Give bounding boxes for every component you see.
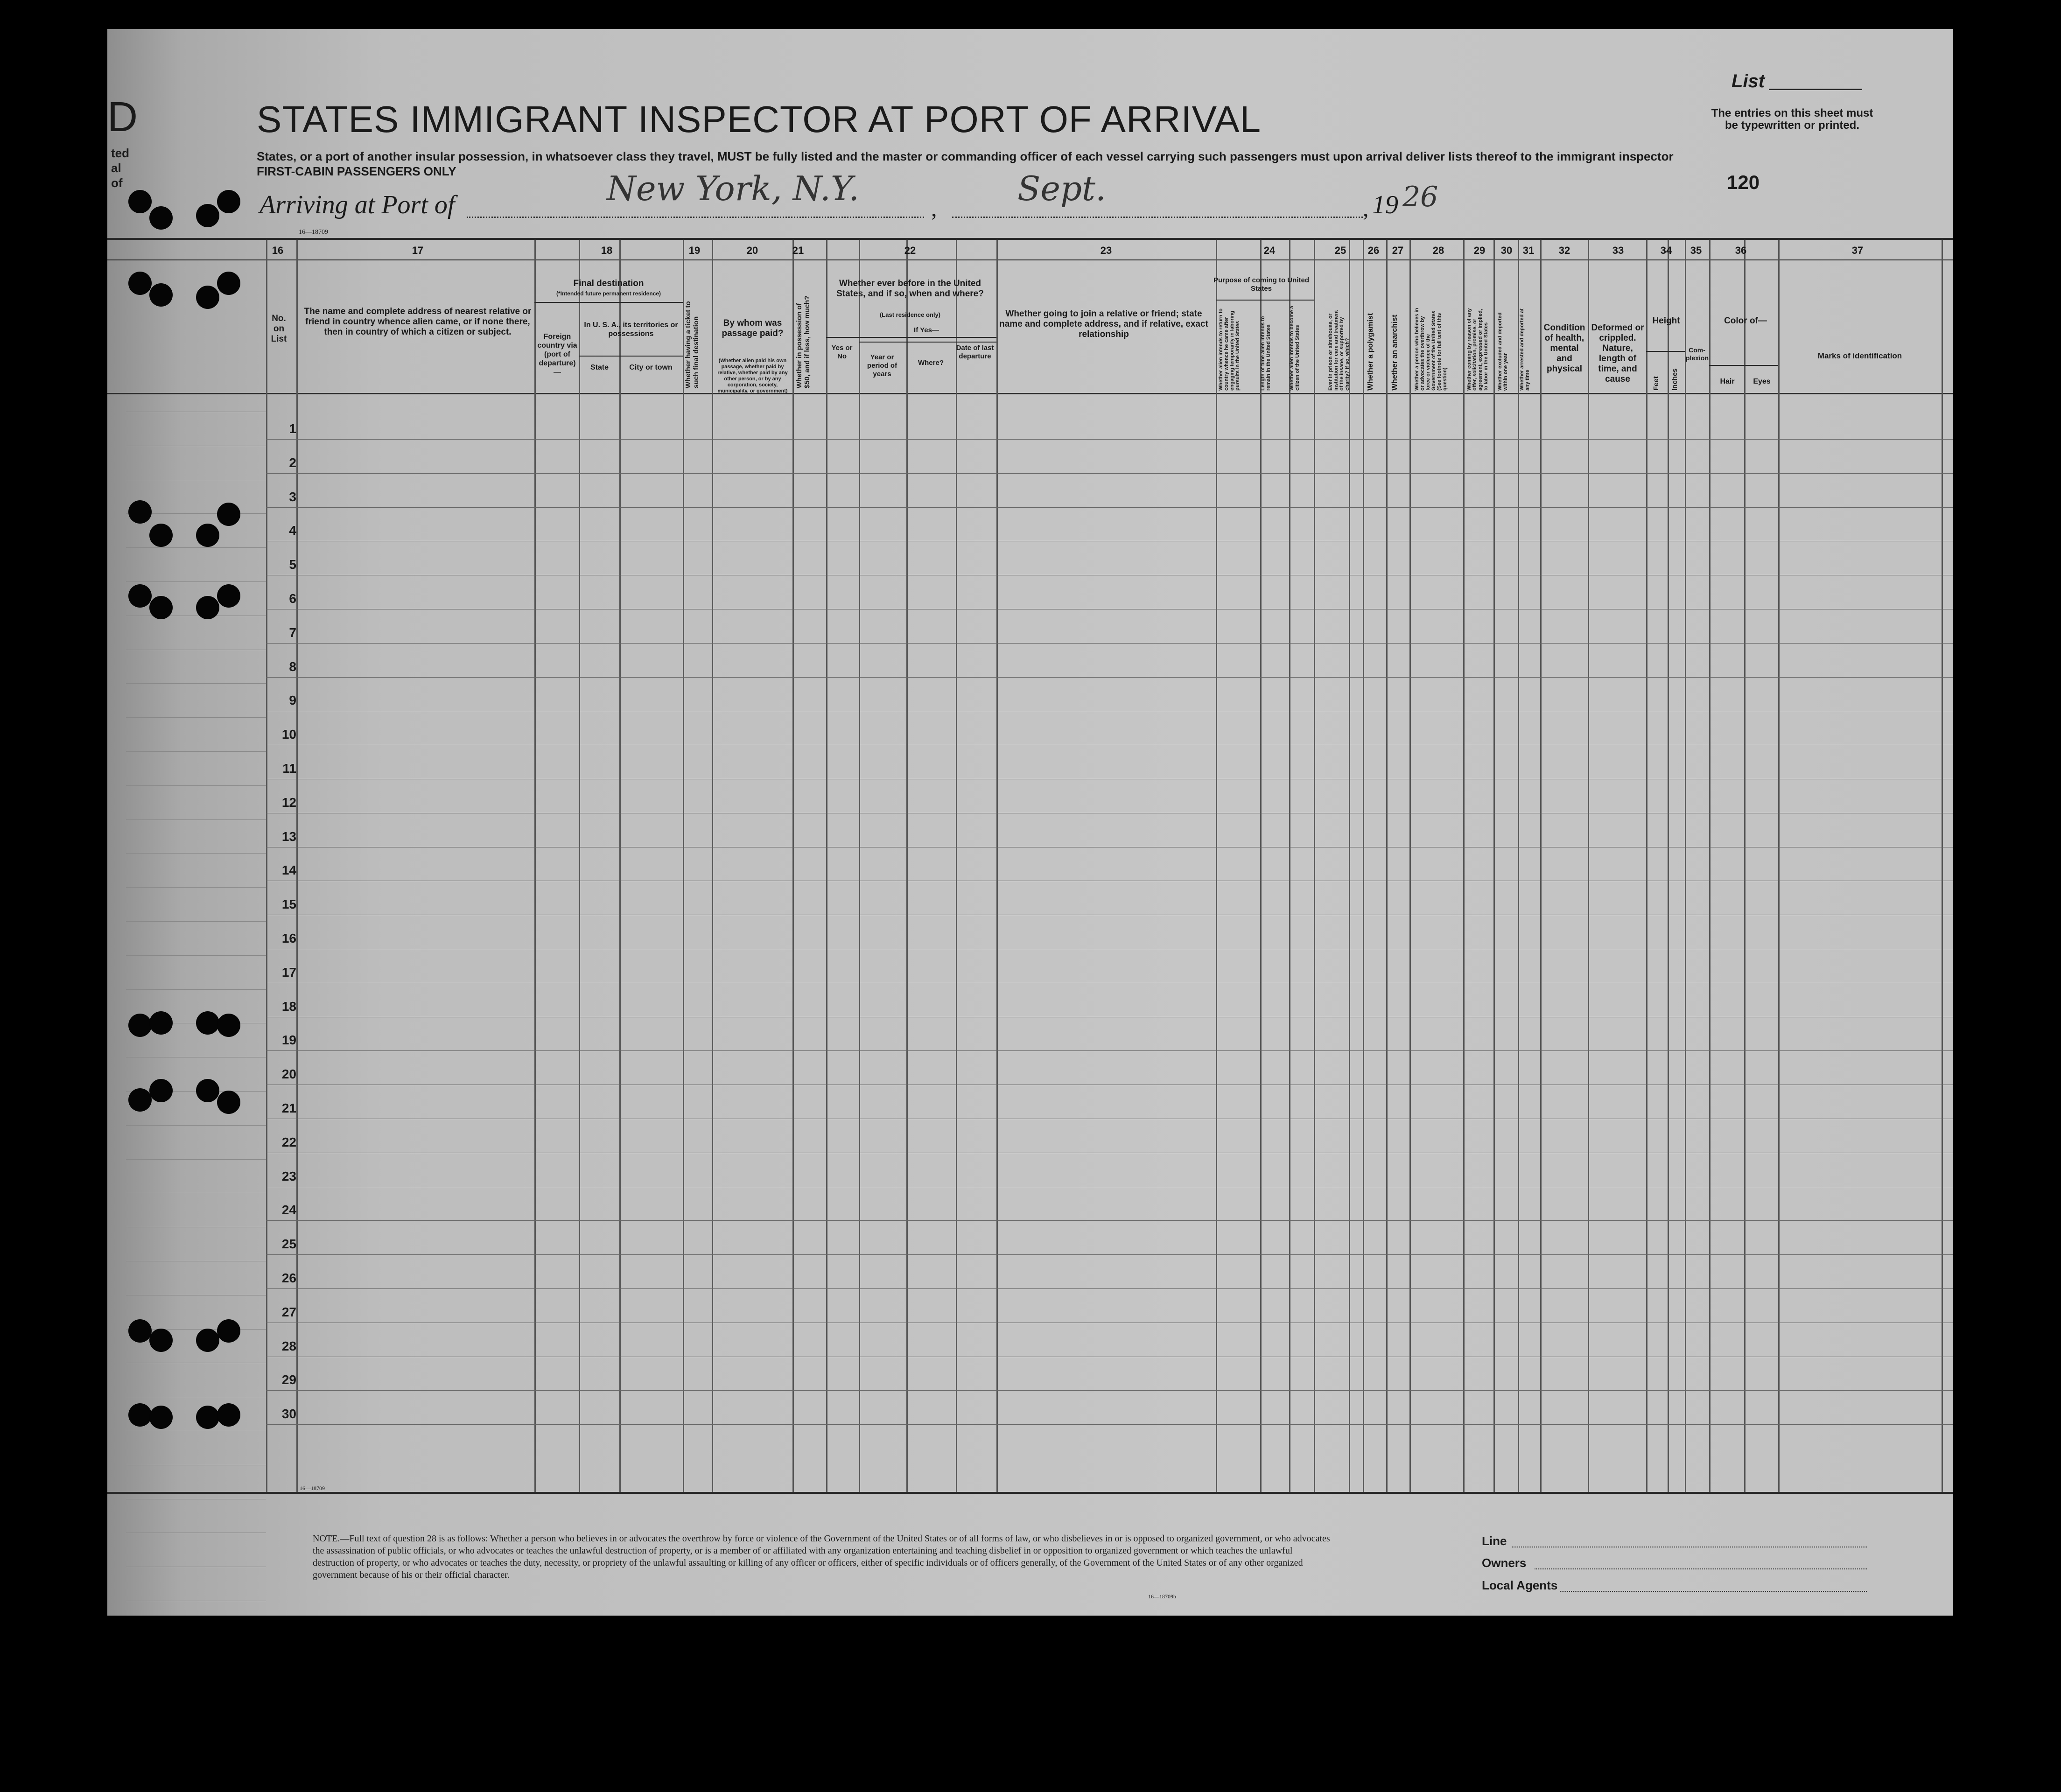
header-purpose-return: Whether alien intends to return to country whence he came after engaging temporarily in laboring pursuits in the United States [1218, 308, 1241, 391]
row-number: 23 [281, 1169, 296, 1183]
colno-36: 36 [1735, 245, 1747, 256]
header-anarchist: Whether an anarchist [1391, 315, 1399, 391]
local-agents-label: Local Agents [1482, 1578, 1558, 1592]
row-number: 3 [289, 489, 296, 504]
header-yes-or-no: Yes or No [831, 344, 853, 360]
header-purpose-citizen: Whether alien intends to become a citizen of the United States [1289, 306, 1300, 391]
punch-hole [149, 596, 173, 619]
column-line [906, 240, 908, 1492]
punch-hole [217, 1319, 240, 1343]
punch-hole [128, 584, 152, 608]
punch-hole [128, 1403, 152, 1427]
column-line [1668, 240, 1669, 1492]
header-overthrow: Whether a person who believes in or advocates the overthrow by force or violence of the Government of the United States (See footnote for full text of this question) [1414, 308, 1448, 391]
column-line [1463, 240, 1465, 1492]
header-color-of: Color of— [1724, 316, 1767, 326]
colno-34: 34 [1660, 245, 1672, 256]
edge-letter: D [107, 94, 138, 140]
colno-rule [107, 259, 1953, 260]
margin-rule [126, 683, 266, 684]
edge-text-3: of [111, 176, 123, 190]
row-number: 2 [289, 455, 296, 470]
colno-28: 28 [1432, 245, 1444, 256]
punch-hole [217, 1091, 240, 1114]
column-line [1942, 240, 1943, 1492]
row-number: 21 [281, 1101, 296, 1115]
header-complexion: Com-plexion [1686, 346, 1709, 362]
row-number: 9 [289, 693, 296, 708]
column-line [1216, 240, 1217, 1492]
punch-hole [128, 1088, 152, 1112]
punch-hole [149, 1406, 173, 1429]
header-purpose: Purpose of coming to United States [1213, 276, 1309, 293]
header-date-last-departure: Date of last departure [956, 344, 994, 360]
manifest-sheet [107, 29, 1953, 1616]
punch-hole [217, 584, 240, 608]
colno-32: 32 [1558, 245, 1570, 256]
column-line [534, 240, 536, 1492]
column-line [1744, 240, 1746, 1492]
row-number: 26 [281, 1271, 296, 1285]
row-number: 20 [281, 1067, 296, 1082]
table-row [266, 1390, 1953, 1391]
header-purpose-length: Length of time alien intends to remain in the United States [1260, 316, 1271, 391]
header-where: Where? [918, 359, 944, 367]
punch-hole [128, 1014, 152, 1037]
table-row [266, 1254, 1953, 1255]
header-foreign-country: Foreign country via (port of departure)— [537, 333, 577, 376]
table-row [266, 1220, 1953, 1221]
column-line [1409, 240, 1411, 1492]
table-row [266, 1050, 1953, 1051]
line-label: Line [1482, 1534, 1507, 1548]
month-handwritten: Sept. [1017, 169, 1106, 208]
header-prison: Ever in prison or almshouse, or institution for care and treatment of the insane, or supported by charity? If so, which? [1328, 310, 1350, 391]
punch-hole [217, 1014, 240, 1037]
row-number: 5 [289, 557, 296, 572]
local-agents-field [1560, 1591, 1867, 1592]
column-line [826, 240, 827, 1492]
colno-25: 25 [1334, 245, 1346, 256]
colno-37: 37 [1851, 245, 1864, 256]
margin-rule [126, 785, 266, 786]
row-number: 29 [281, 1372, 296, 1387]
colno-23: 23 [1100, 245, 1112, 256]
header-height: Height [1652, 316, 1680, 326]
header-eyes: Eyes [1753, 378, 1771, 385]
header-if-yes: If Yes— [914, 326, 939, 334]
header-sub-rule [826, 337, 996, 338]
colno-31: 31 [1522, 245, 1535, 256]
column-line [1588, 240, 1589, 1492]
punch-hole [149, 1011, 173, 1035]
column-line [956, 240, 957, 1492]
header-feet: Feet [1652, 376, 1660, 391]
row-number: 27 [281, 1304, 296, 1319]
column-line [1518, 240, 1519, 1492]
margin-rule [126, 547, 266, 548]
margin-rule [126, 1125, 266, 1126]
port-line [467, 217, 924, 218]
table-row [266, 507, 1953, 508]
column-line [1386, 240, 1388, 1492]
punch-hole [149, 1079, 173, 1102]
colno-21: 21 [792, 245, 804, 256]
column-line [1314, 240, 1315, 1492]
footnote-text: Full text of question 28 is as follows: Whether a person who believes in or advocates the overthrow by force or violence of the Government of the United States or of all forms of law, or who disbelieves in or is opposed to organized government, or who advocates the assassination of public officials, or who advocates or teaches the unlawful destruction of property, or is a member of or affiliated with any organization entertaining and teaching disbelief in or opposition to organized government or which teaches the unlawful destruction of property, or who advocates or teaches the duty, necessity, or propriety of the unlawful assaulting or killing of any officer or officers, either of specific individuals or of officers generally, of the Government of the United States or of any other organized government because of his or their official character. [313, 1533, 1330, 1580]
colno-24: 24 [1263, 245, 1276, 256]
column-line [1260, 240, 1262, 1492]
column-line [296, 240, 298, 1492]
header-polygamist: Whether a polygamist [1367, 313, 1374, 391]
row-number: 16 [281, 931, 296, 945]
header-sub-rule [859, 342, 996, 343]
punch-hole [196, 1079, 219, 1102]
footnote [313, 1533, 1330, 1581]
header-passage-paid: By whom was passage paid? [722, 318, 784, 338]
punch-hole [196, 1406, 219, 1429]
colno-26: 26 [1367, 245, 1380, 256]
form-title: STATES IMMIGRANT INSPECTOR AT PORT OF ARRIVAL [257, 98, 1262, 140]
row-number: 19 [281, 1033, 296, 1048]
column-line [683, 240, 684, 1492]
header-arrested: Whether arrested and deported at any time [1519, 308, 1530, 391]
header-ever-before: Whether ever before in the United States, and if so, when and where? [836, 279, 984, 299]
margin-rule [126, 717, 266, 718]
punch-hole [217, 272, 240, 295]
column-line [1493, 240, 1495, 1492]
colno-22: 22 [904, 245, 916, 256]
header-state: State [590, 364, 609, 371]
header-bottom-rule [107, 393, 1953, 394]
margin-rule [126, 751, 266, 752]
margin-rule [126, 955, 266, 956]
punch-hole [196, 596, 219, 619]
comma: , [931, 195, 937, 221]
row-number: 7 [289, 625, 296, 640]
punch-hole [128, 1319, 152, 1343]
sheet-number: 120 [1727, 171, 1760, 193]
first-cabin-label: FIRST-CABIN PASSENGERS ONLY [257, 164, 456, 178]
table-row [266, 677, 1953, 678]
owners-field [1535, 1568, 1867, 1569]
year-handwritten: 26 [1402, 181, 1438, 213]
colno-17: 17 [412, 245, 424, 256]
punch-hole [149, 1329, 173, 1352]
colno-16: 16 [272, 245, 284, 256]
punch-hole [196, 286, 219, 309]
table-row [266, 1424, 1953, 1425]
column-line [266, 240, 267, 1492]
row-number: 14 [281, 863, 296, 878]
entries-note: The entries on this sheet must be typewritten or printed. [1711, 107, 1873, 132]
margin-rule [126, 853, 266, 854]
row-number: 12 [281, 795, 296, 810]
date-line [952, 217, 1363, 218]
header-ticket: Whether having a ticket to such final destination [684, 301, 700, 388]
footnote-form-number: 16—18709b [1148, 1593, 1176, 1600]
form-number: 16—18709 [299, 229, 328, 236]
colno-35: 35 [1690, 245, 1702, 256]
header-hair: Hair [1720, 378, 1735, 385]
row-number: 15 [281, 897, 296, 912]
header-fifty-dollars: Whether in possession of $50, and if less, how much? [795, 295, 811, 388]
punch-hole [128, 500, 152, 524]
punch-hole [149, 206, 173, 230]
edge-text-1: ted [111, 146, 129, 160]
punch-hole [217, 503, 240, 526]
colno-20: 20 [746, 245, 758, 256]
header-final-destination: Final destination [573, 279, 644, 288]
column-line [792, 240, 794, 1492]
colno-27: 27 [1392, 245, 1404, 256]
colno-18: 18 [601, 245, 613, 256]
header-sub-rule [579, 356, 683, 357]
header-passage-paid-sub: (Whether alien paid his own passage, whether paid by relative, whether paid by any other person, or by any corporation, society, municipality, or government) [717, 358, 788, 394]
header-city: City or town [629, 364, 673, 371]
arriving-label: Arriving at Port of [259, 190, 455, 219]
header-no-on-list: No. on List [271, 314, 287, 344]
punch-hole [196, 1011, 219, 1035]
form-subtitle: States, or a port of another insular possession, in whatsoever class they travel, MUST be fully listed and the master or commanding officer of each vessel carrying such passengers must upon arrival deliver lists thereof to the immigrant inspector [257, 149, 1674, 163]
column-line [619, 240, 621, 1492]
column-line [1646, 240, 1647, 1492]
punch-hole [217, 1403, 240, 1427]
colno-33: 33 [1612, 245, 1624, 256]
footnote-label: NOTE.— [313, 1533, 350, 1544]
header-last-residence: (Last residence only) [879, 311, 941, 318]
table-row [266, 1288, 1953, 1289]
row-number: 18 [281, 999, 296, 1014]
column-line [1363, 240, 1364, 1492]
header-year-period: Year or period of years [867, 353, 897, 378]
margin-rule [126, 921, 266, 922]
punch-hole [149, 524, 173, 547]
punch-hole [217, 190, 240, 213]
column-line [579, 240, 580, 1492]
column-line [1540, 240, 1542, 1492]
margin-rule [126, 887, 266, 888]
row-number: 13 [281, 829, 296, 844]
list-line [1769, 89, 1862, 90]
header-deformed: Deformed or crippled. Nature, length of time, and cause [1591, 323, 1644, 384]
row-number: 30 [281, 1407, 296, 1421]
table-top-rule [107, 238, 1953, 240]
column-line [859, 240, 860, 1492]
margin-rule [126, 581, 266, 582]
colno-30: 30 [1500, 245, 1513, 256]
row-number: 10 [281, 727, 296, 742]
punch-hole [149, 283, 173, 307]
punch-hole [128, 272, 152, 295]
table-bottom-rule [107, 1492, 1953, 1494]
header-inches: Inches [1671, 368, 1679, 391]
punch-hole [196, 204, 219, 227]
list-label: List [1732, 71, 1765, 91]
row-number: 1 [289, 421, 296, 436]
port-handwritten: New York, N.Y. [607, 169, 859, 208]
header-marks: Marks of identification [1817, 351, 1902, 360]
row-number: 24 [281, 1203, 296, 1218]
row-number: 28 [281, 1338, 296, 1353]
margin-rule [126, 1159, 266, 1160]
colno-29: 29 [1473, 245, 1486, 256]
comma-2: , [1363, 195, 1369, 221]
row-number: 11 [282, 761, 296, 776]
bottom-form-number: 16—18709 [300, 1485, 325, 1491]
column-line [712, 240, 713, 1492]
edge-text [111, 146, 129, 190]
margin-rule [126, 819, 266, 820]
punch-hole [128, 190, 152, 213]
header-join-relative: Whether going to join a relative or friend; state name and complete address, and if relative, exact relationship [999, 309, 1208, 339]
header-excluded: Whether excluded and deported within one year [1497, 312, 1508, 391]
year-printed: 19 [1372, 190, 1398, 219]
header-sub-rule [1216, 300, 1314, 301]
table-row [266, 473, 1953, 474]
header-labor-offer: Whether coming by reason of any offer, solicitation, promise, or agreement, expressed or implied, to labor in the United States [1466, 308, 1489, 391]
row-number: 25 [281, 1237, 296, 1252]
column-line [1685, 240, 1686, 1492]
header-nearest-relative: The name and complete address of nearest relative or friend in country whence alien came, or if none there, then in country of which a citizen or subject. [304, 307, 532, 337]
table-row [266, 439, 1953, 440]
column-line [1289, 240, 1290, 1492]
punch-hole [196, 1329, 219, 1352]
column-line [1778, 240, 1780, 1492]
row-number: 8 [289, 659, 296, 674]
owners-label: Owners [1482, 1556, 1527, 1570]
column-line [1709, 240, 1710, 1492]
row-number: 6 [289, 591, 296, 606]
header-in-usa: In U. S. A., its territories or possessions [584, 321, 678, 338]
punch-hole [196, 524, 219, 547]
row-number: 4 [289, 523, 296, 538]
header-final-destination-sub: (*Intended future permanent residence) [556, 290, 661, 297]
header-sub-rule [1709, 365, 1778, 366]
column-line [1349, 240, 1350, 1492]
header-sub-rule [1646, 351, 1685, 352]
row-number: 17 [281, 965, 296, 980]
margin-rule [126, 989, 266, 990]
edge-text-2: al [111, 161, 121, 175]
row-number: 22 [281, 1134, 296, 1149]
colno-19: 19 [688, 245, 701, 256]
column-line [996, 240, 998, 1492]
table-row [266, 643, 1953, 644]
header-health: Condition of health, mental and physical [1543, 323, 1585, 374]
header-sub-rule [534, 302, 683, 303]
